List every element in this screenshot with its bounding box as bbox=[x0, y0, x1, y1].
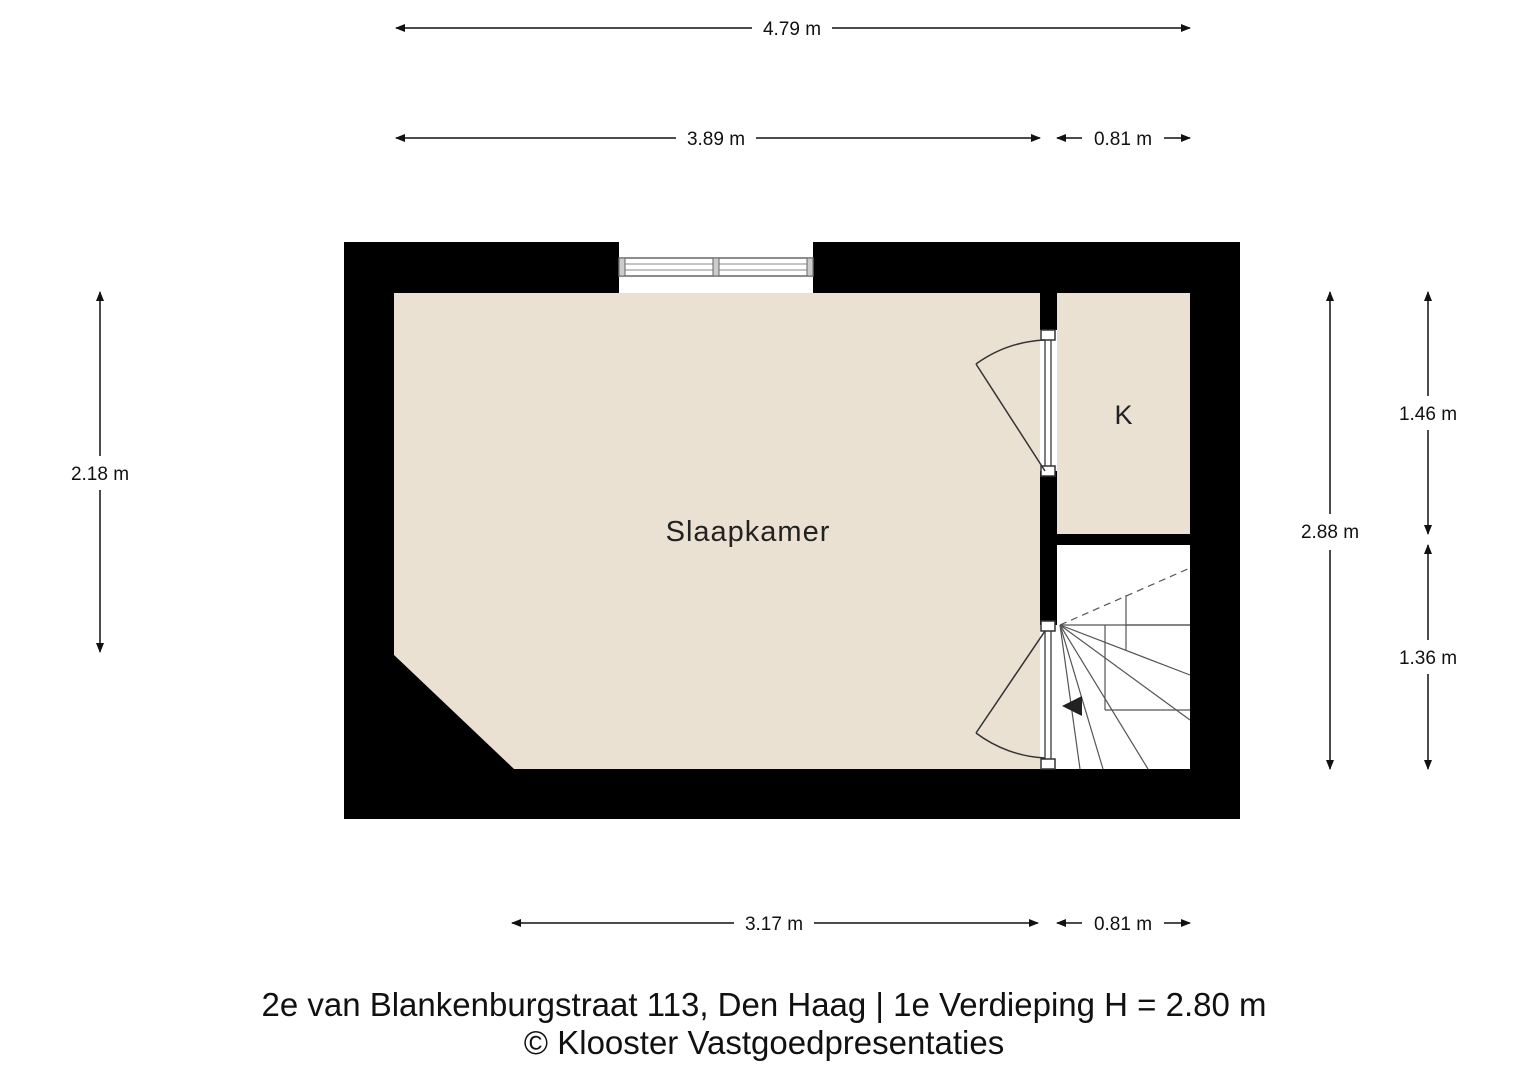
dimension-left-height bbox=[71, 292, 129, 652]
footer-copyright: © Klooster Vastgoedpresentaties bbox=[523, 1024, 1005, 1061]
dimension-top-left bbox=[396, 129, 1040, 150]
dimension-label: 1.46 m bbox=[1398, 404, 1458, 425]
dimension-right-total bbox=[1301, 292, 1359, 769]
dimension-label: 2.18 m bbox=[70, 464, 130, 485]
dimension-right-upper bbox=[1399, 292, 1457, 534]
stair-area bbox=[1057, 545, 1190, 769]
dimension-label: 0.81 m bbox=[1093, 914, 1153, 935]
footer-address: 2e van Blankenburgstraat 113, Den Haag | 1e Verdieping H = 2.80 m bbox=[261, 986, 1267, 1023]
dimension-label: 3.89 m bbox=[686, 129, 746, 150]
dimension-label: 2.88 m bbox=[1300, 522, 1360, 543]
dimension-label: 3.17 m bbox=[744, 914, 804, 935]
dimension-bottom-right bbox=[1057, 914, 1190, 935]
dimension-right-lower bbox=[1399, 545, 1457, 769]
dimension-label: 1.36 m bbox=[1398, 648, 1458, 669]
room-label-closet: K bbox=[1114, 400, 1134, 430]
dimension-top-right bbox=[1057, 129, 1190, 150]
dimension-bottom-left bbox=[512, 914, 1038, 935]
room-label-slaapkamer: Slaapkamer bbox=[665, 516, 831, 548]
dimension-top-total bbox=[396, 19, 1190, 40]
dimension-label: 4.79 m bbox=[762, 19, 822, 40]
window bbox=[619, 242, 813, 293]
dimension-label: 0.81 m bbox=[1093, 129, 1153, 150]
